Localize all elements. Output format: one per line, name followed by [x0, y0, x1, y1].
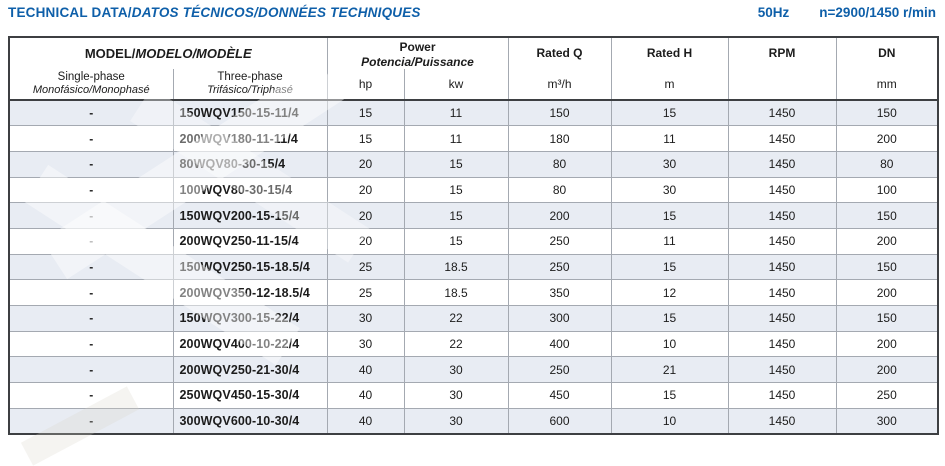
cell-model: 250WQV450-15-30/4: [173, 383, 327, 409]
rated-h-header: [611, 37, 728, 100]
single-phase-header: [9, 69, 173, 100]
table-row: [9, 306, 938, 332]
cell-dn: 150: [836, 203, 938, 229]
cell-rpm: 1450: [728, 383, 836, 409]
single-phase-line1: Single-phase: [57, 71, 125, 83]
cell-single-phase: -: [9, 280, 173, 306]
cell-model: 200WQV250-21-30/4: [173, 357, 327, 383]
cell-single-phase: -: [9, 177, 173, 203]
cell-model: 150WQV250-15-18.5/4: [173, 254, 327, 280]
cell-single-phase: -: [9, 357, 173, 383]
cell-model: 200WQV350-12-18.5/4: [173, 280, 327, 306]
cell-rated-h: 15: [611, 306, 728, 332]
cell-dn: 150: [836, 306, 938, 332]
table-row: [9, 177, 938, 203]
power-group-header: [327, 37, 508, 69]
table-row: [9, 357, 938, 383]
cell-dn: 200: [836, 126, 938, 152]
cell-model: 200WQV180-11-11/4: [173, 126, 327, 152]
cell-single-phase: -: [9, 331, 173, 357]
technical-data-table: [8, 36, 939, 435]
cell-hp: 30: [327, 331, 404, 357]
cell-dn: 150: [836, 254, 938, 280]
cell-kw: 30: [404, 408, 508, 434]
model-group-header: [9, 37, 327, 69]
cell-rated-q: 250: [508, 228, 611, 254]
cell-model: 100WQV80-30-15/4: [173, 177, 327, 203]
table-row: [9, 100, 938, 126]
cell-hp: 30: [327, 306, 404, 332]
cell-rated-h: 15: [611, 203, 728, 229]
table-row: [9, 280, 938, 306]
dn-header: [836, 37, 938, 100]
cell-dn: 200: [836, 280, 938, 306]
cell-rated-h: 15: [611, 254, 728, 280]
table-row: [9, 126, 938, 152]
cell-kw: 15: [404, 203, 508, 229]
cell-single-phase: -: [9, 228, 173, 254]
rated-q-label: Rated Q: [536, 46, 583, 60]
three-phase-header: [173, 69, 327, 100]
cell-dn: 200: [836, 331, 938, 357]
cell-rpm: 1450: [728, 228, 836, 254]
power-group-title: Power Potencia/Puissance: [361, 40, 474, 69]
rated-h-label: Rated H: [646, 46, 693, 60]
cell-model: 150WQV200-15-15/4: [173, 203, 327, 229]
three-phase-line1: Three-phase: [217, 71, 283, 83]
cell-rated-h: 30: [611, 177, 728, 203]
frequency-speed: [758, 5, 936, 20]
cell-rated-q: 200: [508, 203, 611, 229]
cell-dn: 200: [836, 228, 938, 254]
cell-single-phase: -: [9, 203, 173, 229]
table-row: [9, 228, 938, 254]
cell-hp: 20: [327, 151, 404, 177]
cell-single-phase: -: [9, 126, 173, 152]
table-row: [9, 151, 938, 177]
page-title-italic: DATOS TÉCNICOS/DONNÉES TECHNIQUES: [131, 5, 421, 20]
cell-kw: 22: [404, 331, 508, 357]
rated-h-unit: m: [664, 76, 675, 91]
cell-dn: 300: [836, 408, 938, 434]
cell-model: 150WQV150-15-11/4: [173, 100, 327, 126]
cell-rpm: 1450: [728, 306, 836, 332]
cell-hp: 40: [327, 383, 404, 409]
cell-rated-q: 150: [508, 100, 611, 126]
dn-unit: mm: [876, 76, 897, 91]
cell-hp: 15: [327, 126, 404, 152]
rpm-header: [728, 37, 836, 100]
frequency-label: 50Hz: [757, 5, 790, 20]
cell-rpm: 1450: [728, 177, 836, 203]
cell-rpm: 1450: [728, 203, 836, 229]
cell-rated-q: 400: [508, 331, 611, 357]
cell-kw: 18.5: [404, 254, 508, 280]
cell-hp: 20: [327, 203, 404, 229]
cell-rated-q: 250: [508, 254, 611, 280]
table-row: [9, 331, 938, 357]
table-header: [9, 37, 938, 100]
cell-rated-q: 80: [508, 151, 611, 177]
cell-rpm: 1450: [728, 254, 836, 280]
cell-rated-h: 12: [611, 280, 728, 306]
cell-hp: 20: [327, 177, 404, 203]
cell-rated-q: 450: [508, 383, 611, 409]
cell-rated-q: 600: [508, 408, 611, 434]
cell-rated-q: 300: [508, 306, 611, 332]
cell-model: 200WQV250-11-15/4: [173, 228, 327, 254]
cell-rpm: 1450: [728, 357, 836, 383]
cell-rated-q: 180: [508, 126, 611, 152]
cell-rated-h: 11: [611, 228, 728, 254]
model-group-title: MODEL/MODELO/MODÈLE: [84, 45, 252, 61]
single-phase-line2: Monofásico/Monophasé: [32, 84, 150, 96]
cell-model: 300WQV600-10-30/4: [173, 408, 327, 434]
kw-header: kw: [404, 69, 508, 100]
cell-hp: 25: [327, 280, 404, 306]
page-title: [8, 5, 421, 20]
cell-dn: 150: [836, 100, 938, 126]
cell-hp: 15: [327, 100, 404, 126]
cell-single-phase: -: [9, 408, 173, 434]
cell-rated-h: 10: [611, 408, 728, 434]
cell-rpm: 1450: [728, 408, 836, 434]
cell-rpm: 1450: [728, 151, 836, 177]
cell-rpm: 1450: [728, 280, 836, 306]
cell-kw: 30: [404, 357, 508, 383]
cell-model: 150WQV300-15-22/4: [173, 306, 327, 332]
cell-kw: 18.5: [404, 280, 508, 306]
header-bar: [8, 5, 936, 20]
cell-kw: 22: [404, 306, 508, 332]
table-row: [9, 254, 938, 280]
cell-model: 200WQV400-10-22/4: [173, 331, 327, 357]
cell-rated-q: 350: [508, 280, 611, 306]
speed-label: n=2900/1450 r/min: [819, 5, 936, 20]
rated-q-header: [508, 37, 611, 100]
cell-single-phase: -: [9, 306, 173, 332]
cell-single-phase: -: [9, 254, 173, 280]
cell-hp: 20: [327, 228, 404, 254]
cell-rated-h: 21: [611, 357, 728, 383]
hp-header: hp: [327, 69, 404, 100]
cell-hp: 40: [327, 408, 404, 434]
table-row: [9, 383, 938, 409]
table-row: [9, 203, 938, 229]
table-body: [9, 100, 938, 434]
cell-rated-h: 11: [611, 126, 728, 152]
rpm-label: RPM: [768, 46, 796, 60]
cell-rated-q: 250: [508, 357, 611, 383]
cell-kw: 15: [404, 228, 508, 254]
rpm-unit: [729, 68, 836, 99]
cell-kw: 11: [404, 100, 508, 126]
cell-kw: 30: [404, 383, 508, 409]
table-row: [9, 408, 938, 434]
cell-rpm: 1450: [728, 331, 836, 357]
page-title-roman: TECHNICAL DATA/: [8, 5, 132, 20]
cell-rated-q: 80: [508, 177, 611, 203]
cell-hp: 25: [327, 254, 404, 280]
dn-label: DN: [878, 46, 896, 60]
cell-rated-h: 10: [611, 331, 728, 357]
cell-single-phase: -: [9, 151, 173, 177]
cell-kw: 15: [404, 151, 508, 177]
cell-rated-h: 15: [611, 383, 728, 409]
cell-rated-h: 15: [611, 100, 728, 126]
cell-rpm: 1450: [728, 126, 836, 152]
cell-kw: 15: [404, 177, 508, 203]
cell-single-phase: -: [9, 383, 173, 409]
cell-kw: 11: [404, 126, 508, 152]
header-row-groups: [9, 37, 938, 69]
cell-dn: 200: [836, 357, 938, 383]
cell-model: 80WQV80-30-15/4: [173, 151, 327, 177]
cell-rated-h: 30: [611, 151, 728, 177]
cell-dn: 100: [836, 177, 938, 203]
cell-rpm: 1450: [728, 100, 836, 126]
cell-single-phase: -: [9, 100, 173, 126]
rated-q-unit: m³/h: [547, 76, 572, 91]
cell-dn: 80: [836, 151, 938, 177]
three-phase-line2: Trifásico/Triphasé: [207, 84, 293, 96]
cell-dn: 250: [836, 383, 938, 409]
cell-hp: 40: [327, 357, 404, 383]
